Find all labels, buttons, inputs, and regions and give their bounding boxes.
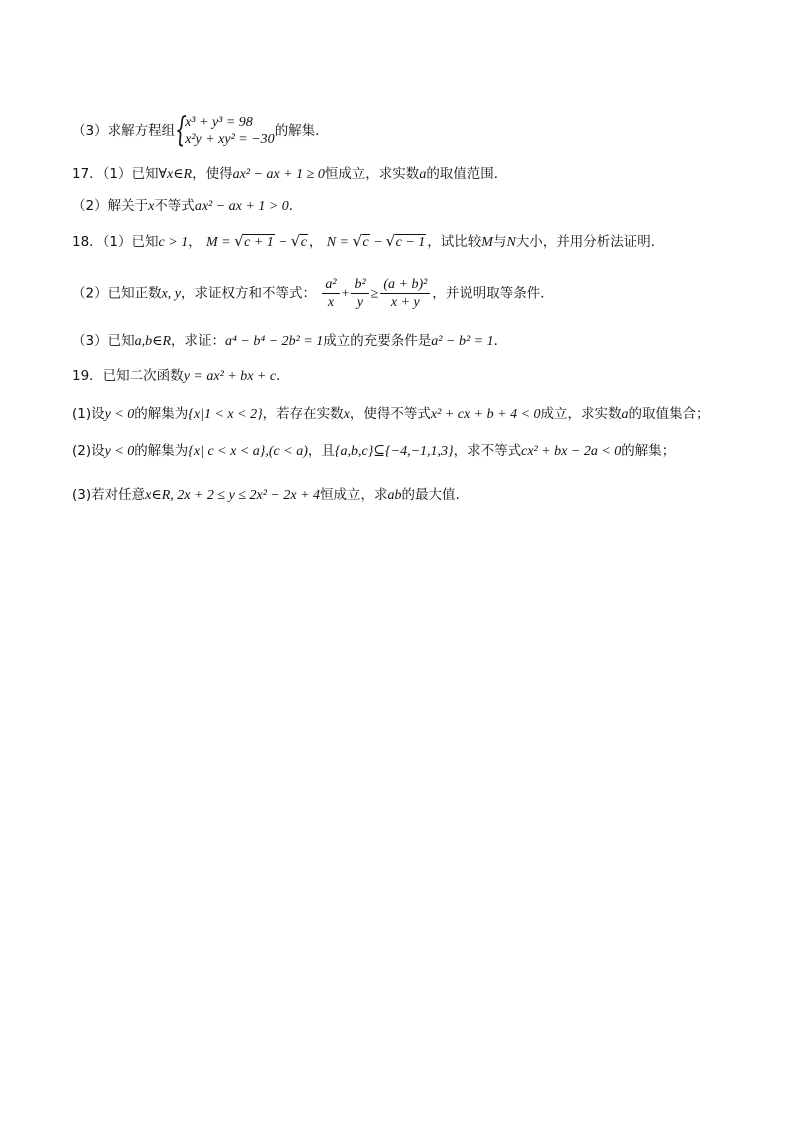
text: ，且 xyxy=(307,443,335,459)
radicand: c xyxy=(362,235,369,250)
text: 的取值范围． xyxy=(426,166,508,182)
problem-19-part-3 xyxy=(72,485,460,506)
variable: a xyxy=(419,167,427,182)
condition: y < 0 xyxy=(104,407,135,422)
separator: ， xyxy=(188,234,202,250)
set: a,b∈R xyxy=(134,334,172,349)
equation-system xyxy=(175,110,275,150)
label: （3）已知 xyxy=(72,333,135,349)
inequality: ax² − ax + 1 ≥ 0 xyxy=(232,167,325,182)
text: ，求不等式 xyxy=(453,443,522,459)
text: ，使得 xyxy=(192,166,233,182)
problem-19-part-2 xyxy=(72,441,675,462)
minus: − xyxy=(279,235,288,250)
variable: ab xyxy=(387,488,402,503)
set: {x| c < x < a},(c < a) xyxy=(188,444,308,459)
text: ． xyxy=(288,198,303,214)
text: 的解集； xyxy=(621,443,676,459)
variable: x xyxy=(148,199,155,214)
sqrt-icon xyxy=(386,233,427,253)
denominator: x xyxy=(327,295,335,310)
text: 成立，求实数 xyxy=(540,406,622,422)
sqrt-icon xyxy=(234,233,275,253)
text: ，求证权方和不等式： xyxy=(181,285,317,302)
text: ． xyxy=(493,333,508,349)
variable-n: N xyxy=(506,235,516,250)
numerator: b² xyxy=(351,276,368,294)
n-equals: N = xyxy=(326,235,349,250)
label: （2）已知正数 xyxy=(72,285,162,302)
text: 的解集为 xyxy=(134,406,189,422)
fraction-3 xyxy=(380,276,430,311)
equation-2: x²y + xy² = −30 xyxy=(185,132,275,147)
n-definition xyxy=(327,235,428,250)
text: 恒成立，求实数 xyxy=(324,166,420,182)
condition: c > 1 xyxy=(158,235,189,250)
problem-17-part-1 xyxy=(72,164,507,185)
m-equals: M = xyxy=(206,235,231,250)
variable-m: M xyxy=(481,235,493,250)
label: （3）求解方程组 xyxy=(72,123,176,139)
problem-18-part-3 xyxy=(72,331,507,352)
inequality: x² + cx + b + 4 < 0 xyxy=(430,407,541,422)
problem-18-part-2 xyxy=(72,276,554,311)
problem-18-part-1 xyxy=(72,232,664,253)
radicand: c xyxy=(300,235,307,250)
text: ，求证： xyxy=(171,333,226,349)
label: 18．（1）已知 xyxy=(72,234,159,250)
label: 19．已知二次函数 xyxy=(72,368,184,384)
problem-16-part-3 xyxy=(72,110,329,150)
text: 与 xyxy=(492,234,507,250)
inequality: ax² − ax + 1 > 0 xyxy=(194,199,289,214)
text: ． xyxy=(276,368,290,384)
radicand: c − 1 xyxy=(395,235,426,250)
equation: a² − b² = 1 xyxy=(431,334,494,349)
separator: ， xyxy=(308,234,323,250)
suffix: 的解集． xyxy=(274,123,329,139)
text: 恒成立，求 xyxy=(320,487,388,503)
set: {x|1 < x < 2} xyxy=(188,407,263,422)
text: 的最大值. xyxy=(401,487,460,503)
label: 17．（1）已知 xyxy=(72,166,159,182)
label: （2）解关于 xyxy=(72,198,149,214)
variable: a xyxy=(621,407,629,422)
text: 的取值集合； xyxy=(628,406,710,422)
variables: x, y xyxy=(161,286,182,302)
minus: − xyxy=(374,235,383,250)
text: ，使得不等式 xyxy=(349,406,431,422)
numerator: a² xyxy=(322,276,339,294)
plus: + xyxy=(341,286,350,302)
fraction-1 xyxy=(322,276,339,311)
text: ，试比较 xyxy=(427,234,482,250)
problem-19 xyxy=(72,366,290,387)
function: y = ax² + bx + c xyxy=(183,369,277,384)
quantifier: ∀x∈R xyxy=(158,167,193,182)
equation-1: x³ + y³ = 98 xyxy=(185,115,253,130)
label: (2)设 xyxy=(72,443,105,459)
problem-19-part-1 xyxy=(72,404,710,425)
inequality: x∈R, 2x + 2 ≤ y ≤ 2x² − 2x + 4 xyxy=(145,488,321,503)
numerator: (a + b)² xyxy=(380,276,430,294)
denominator: x + y xyxy=(390,295,420,310)
variable: x xyxy=(343,407,350,422)
radicand: c + 1 xyxy=(244,235,274,250)
inequality: cx² + bx − 2a < 0 xyxy=(521,444,622,459)
m-definition xyxy=(206,235,309,250)
problem-17-part-2 xyxy=(72,196,302,217)
geq: ≥ xyxy=(370,286,379,302)
set: {a,b,c}⊆{−4,−1,1,3} xyxy=(334,444,454,459)
text: ，并说明取等条件． xyxy=(432,285,554,302)
text: 大小，并用分析法证明． xyxy=(515,234,665,250)
condition: y < 0 xyxy=(104,444,135,459)
text: 不等式 xyxy=(154,198,195,214)
left-brace-icon: { xyxy=(175,110,187,150)
equation: a⁴ − b⁴ − 2b² = 1 xyxy=(225,334,324,349)
text: 的解集为 xyxy=(134,443,189,459)
denominator: y xyxy=(356,295,364,310)
text: ，若存在实数 xyxy=(262,406,344,422)
sqrt-icon xyxy=(353,233,370,253)
label: (1)设 xyxy=(72,406,105,422)
sqrt-icon xyxy=(291,233,308,253)
label: (3)若对任意 xyxy=(72,487,146,503)
text: 成立的充要条件是 xyxy=(323,333,432,349)
fraction-2 xyxy=(351,276,368,311)
